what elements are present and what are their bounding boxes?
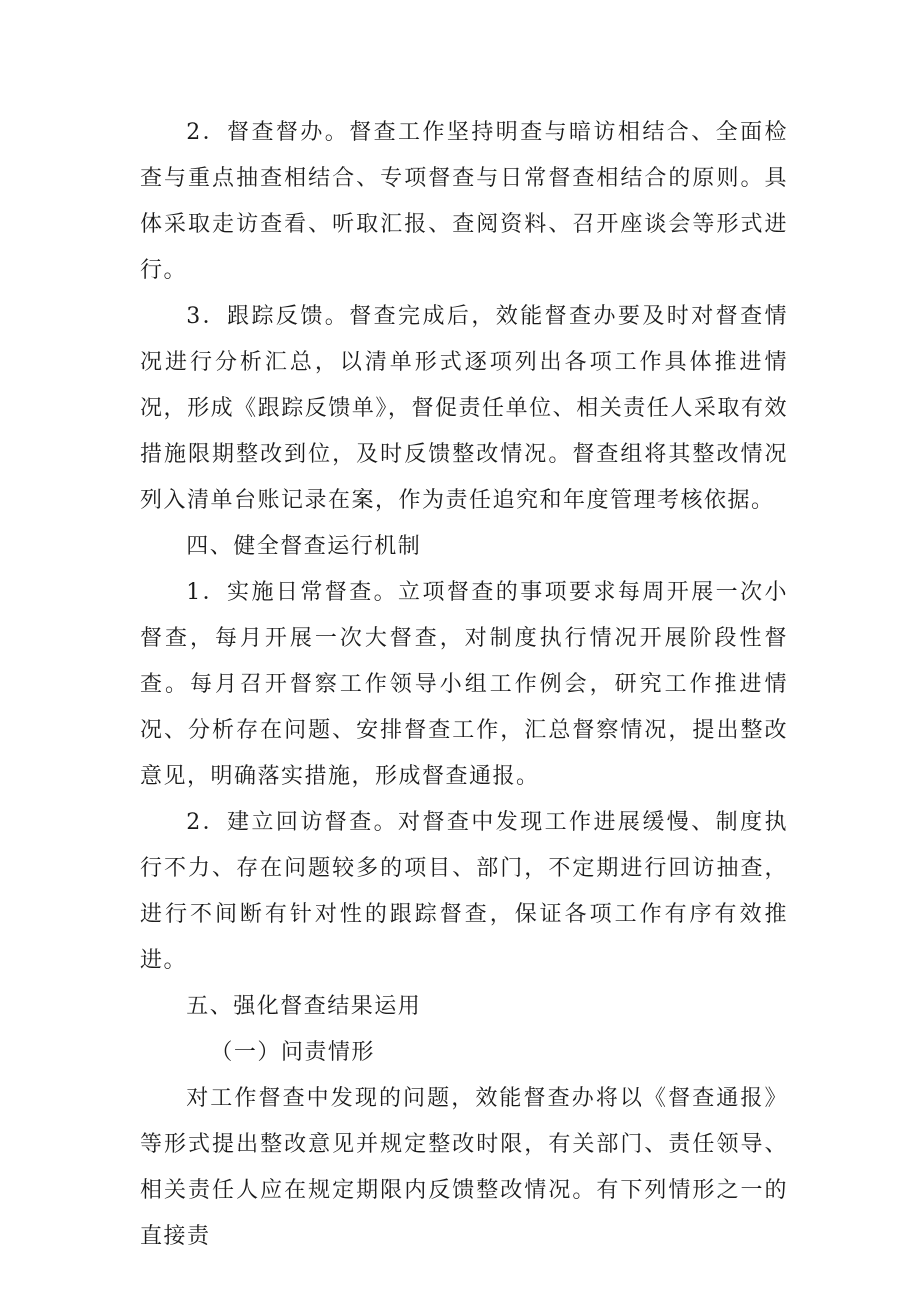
subsection-heading-accountability: （一）问责情形 xyxy=(210,1040,375,1065)
section-heading-5: 五、强化督查结果运用 xyxy=(186,994,422,1019)
paragraph-daily-supervision: 1．实施日常督查。立项督查的事项要求每周开展一次小督查，每月开展一次大督查，对制度执行情况开展阶段性督查。每月召开督察工作领导小组工作例会，研究工作推进情况、分析存在问题、安排督查工作，汇总督察情况，提出整改意见，明确落实措施，形成督查通报。 xyxy=(140,580,788,789)
paragraph-supervision-handling: 2．督查督办。督查工作坚持明查与暗访相结合、全面检查与重点抽查相结合、专项督查与日常督查相结合的原则。具体采取走访查看、听取汇报、查阅资料、召开座谈会等形式进行。 xyxy=(140,120,788,283)
paragraph-revisit-supervision: 2．建立回访督查。对督查中发现工作进展缓慢、制度执行不力、存在问题较多的项目、部门，不定期进行回访抽查，进行不间断有针对性的跟踪督查，保证各项工作有序有效推进。 xyxy=(140,810,788,973)
paragraph-accountability-body: 对工作督查中发现的问题，效能督查办将以《督查通报》等形式提出整改意见并规定整改时限，有关部门、责任领导、相关责任人应在规定期限内反馈整改情况。有下列情形之一的直接责 xyxy=(140,1086,788,1249)
document-body xyxy=(140,110,788,1260)
paragraph-tracking-feedback: 3．跟踪反馈。督查完成后，效能督查办要及时对督查情况进行分析汇总，以清单形式逐项列出各项工作具体推进情况，形成《跟踪反馈单》，督促责任单位、相关责任人采取有效措施限期整改到位，及时反馈整改情况。督查组将其整改情况列入清单台账记录在案，作为责任追究和年度管理考核依据。 xyxy=(140,304,788,513)
section-heading-4: 四、健全督查运行机制 xyxy=(186,534,422,559)
